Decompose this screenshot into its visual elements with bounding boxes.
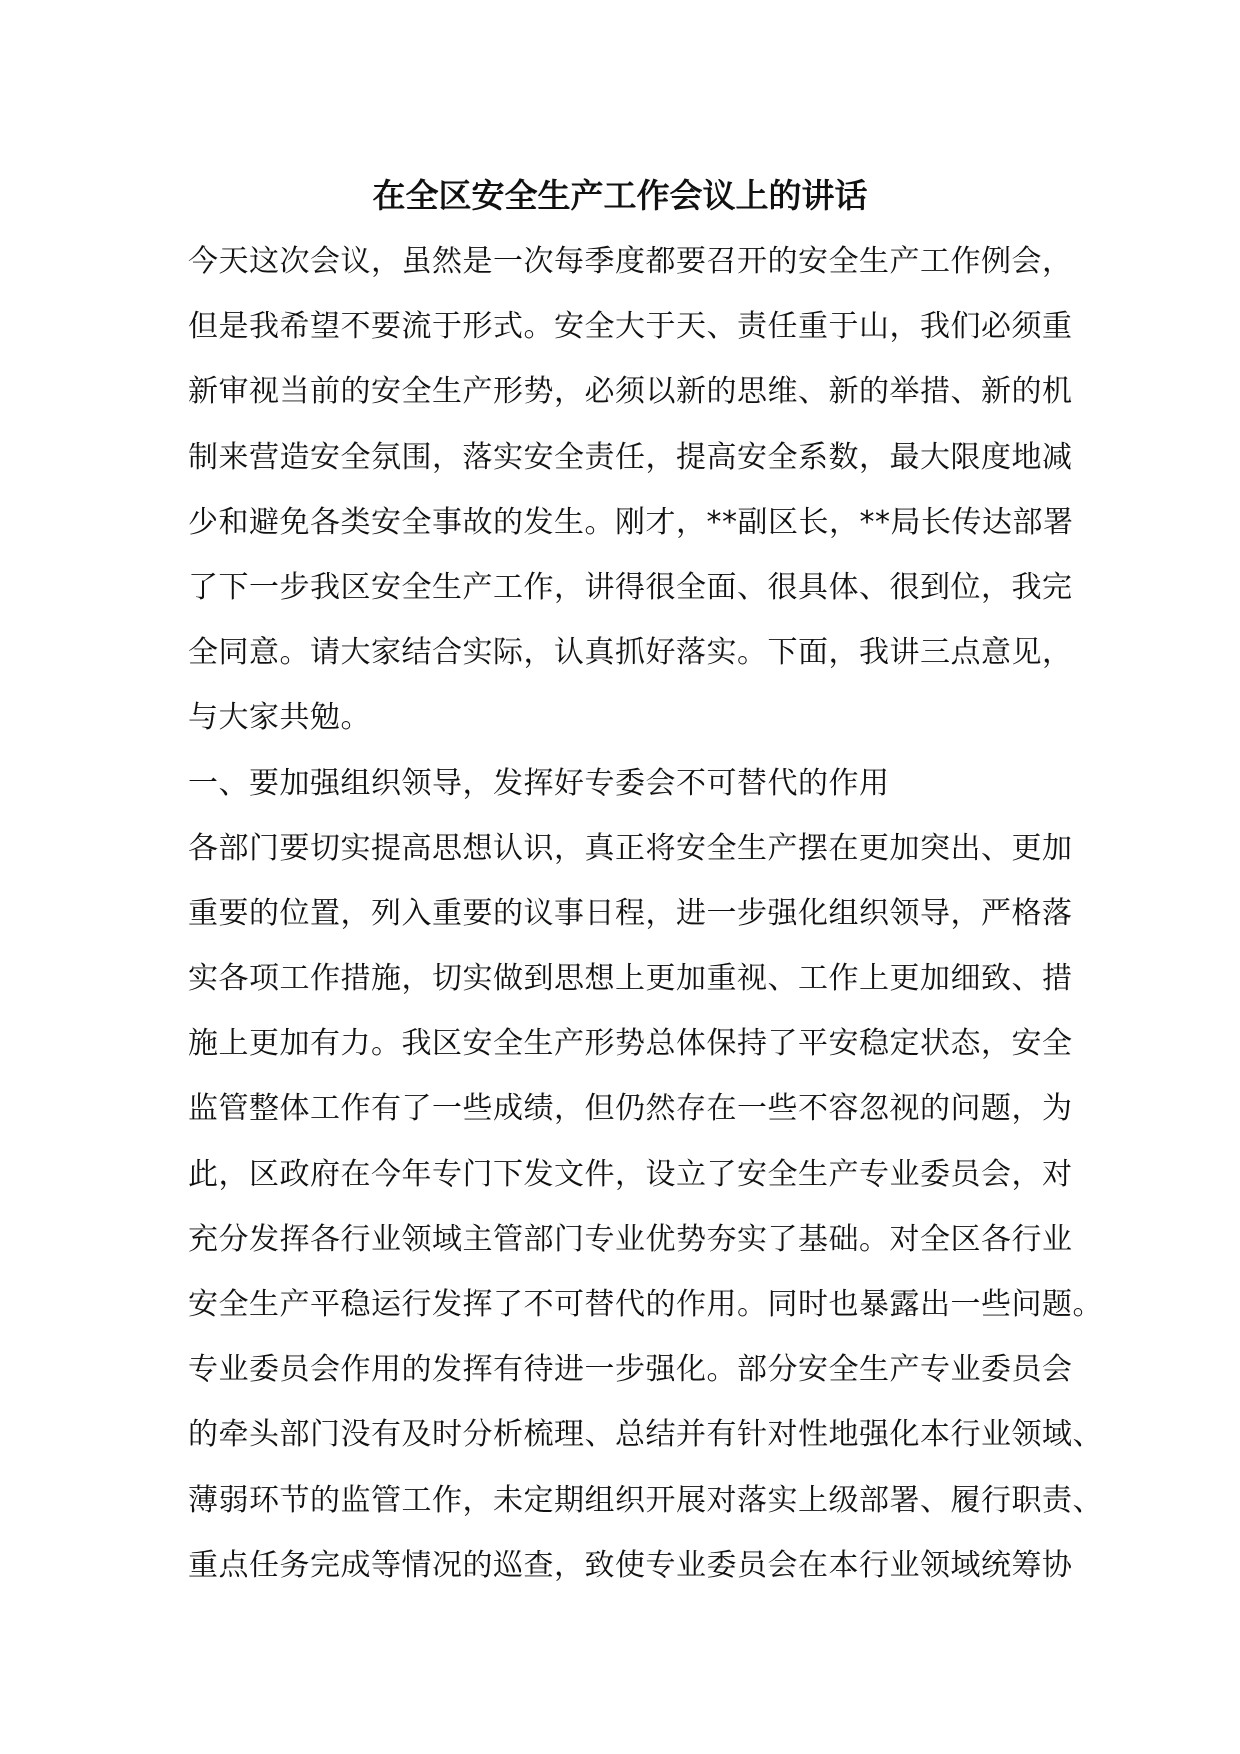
document-body [188, 236, 1103, 1605]
text-line: 此，区政府在今年专门下发文件，设立了安全生产专业委员会，对 [188, 1156, 1073, 1192]
text-line: 监管整体工作有了一些成绩，但仍然存在一些不容忽视的问题，为 [188, 1091, 1073, 1127]
text-line: 安全生产平稳运行发挥了不可替代的作用。同时也暴露出一些问题。 [188, 1287, 1103, 1322]
text-line: 的牵头部门没有及时分析梳理、总结并有针对性地强化本行业领域、 [188, 1417, 1103, 1453]
text-line: 制来营造安全氛围，落实安全责任，提高安全系数，最大限度地减 [188, 439, 1073, 475]
document-title: 在全区安全生产工作会议上的讲话 [372, 176, 868, 215]
text-line: 了下一步我区安全生产工作，讲得很全面、很具体、很到位，我完 [188, 569, 1073, 605]
text-line: 全同意。请大家结合实际，认真抓好落实。下面，我讲三点意见， [188, 635, 1073, 671]
text-line: 各部门要切实提高思想认识，真正将安全生产摆在更加突出、更加 [188, 830, 1073, 866]
text-line: 施上更加有力。我区安全生产形势总体保持了平安稳定状态，安全 [188, 1026, 1073, 1062]
text-line: 与大家共勉。 [188, 700, 371, 736]
text-line: 今天这次会议，虽然是一次每季度都要召开的安全生产工作例会， [188, 244, 1073, 279]
text-line: 重点任务完成等情况的巡查，致使专业委员会在本行业领域统筹协 [188, 1547, 1073, 1583]
text-line: 新审视当前的安全生产形势，必须以新的思维、新的举措、新的机 [188, 374, 1073, 410]
text-line: 实各项工作措施，切实做到思想上更加重视、工作上更加细致、措 [188, 961, 1073, 997]
text-line: 少和避免各类安全事故的发生。刚才，**副区长，**局长传达部署 [188, 504, 1074, 540]
text-line: 但是我希望不要流于形式。安全大于天、责任重于山，我们必须重 [188, 309, 1073, 345]
text-line: 薄弱环节的监管工作，未定期组织开展对落实上级部署、履行职责、 [188, 1482, 1103, 1518]
section-heading: 一、要加强组织领导，发挥好专委会不可替代的作用 [188, 765, 890, 801]
text-line: 重要的位置，列入重要的议事日程，进一步强化组织领导，严格落 [188, 895, 1073, 931]
text-line: 专业委员会作用的发挥有待进一步强化。部分安全生产专业委员会 [188, 1352, 1073, 1388]
text-line: 充分发挥各行业领域主管部门专业优势夯实了基础。对全区各行业 [188, 1221, 1073, 1257]
